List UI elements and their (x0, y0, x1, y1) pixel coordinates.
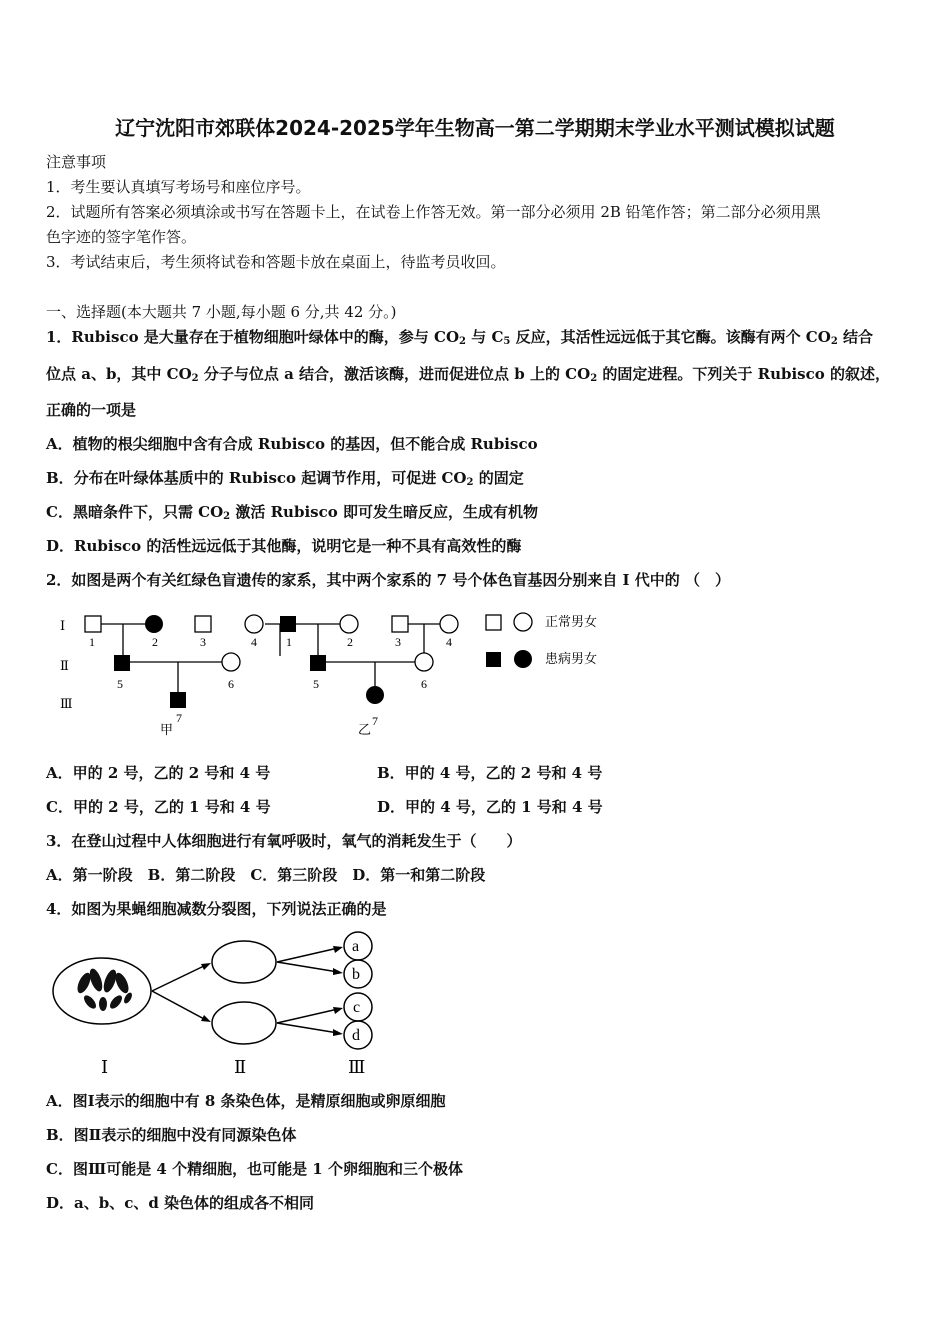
pedigree-number: 4 (251, 635, 257, 649)
yi-6-normal-female (415, 653, 433, 671)
cell-label: b (352, 966, 360, 983)
stage-label: Ⅲ (348, 1057, 366, 1077)
yi-4-normal-female (440, 615, 458, 633)
jia-2-affected-female (145, 615, 163, 633)
family-label-yi: 乙 (358, 722, 372, 737)
cell-label: d (352, 1027, 360, 1044)
yi-2-normal-female (340, 615, 358, 633)
q1-option-a: A．植物的根尖细胞中含有合成 Rubisco 的基因，但不能合成 Rubisco (46, 435, 538, 453)
page-title: 辽宁沈阳市郊联体2024-2025学年生物高一第二学期期末学业水平测试模拟试题 (115, 116, 835, 140)
q1-stem-line2: 位点 a、b，其中 $CO_2$ 分子与位点 a 结合，激活该酶，进而促进位点 b 上的 $CO_2$ 的固定进程。下列关于 Rubisco 的叙述， (46, 365, 890, 384)
q4-option-a: A．图Ⅰ表示的细胞中有 8 条染色体，是精原细胞或卵原细胞 (46, 1092, 446, 1110)
pedigree-number: 1 (286, 635, 292, 649)
yi-1-affected-male (280, 616, 296, 632)
jia-6-normal-female (222, 653, 240, 671)
q2-option-c: C．甲的 2 号，乙的 1 号和 4 号 (46, 798, 271, 816)
yi-7-affected-female (366, 686, 384, 704)
notice-item: 3．考试结束后，考生须将试卷和答题卡放在桌面上，待监考员收回。 (46, 253, 506, 271)
generation-label: Ⅰ (60, 618, 66, 633)
jia-5-affected-male (114, 655, 130, 671)
cell-stage-2-upper (212, 941, 276, 983)
pedigree-number: 6 (421, 677, 427, 691)
jia-7-affected-male (170, 692, 186, 708)
q1-stem-line1: 1．Rubisco 是大量存在于植物细胞叶绿体中的酶，参与 $CO_2$ 与 $C_5$ 反应，其活性远远低于其它酶。该酶有两个 $CO_2$ 结合 (46, 328, 874, 347)
q4-option-c: C．图Ⅲ可能是 4 个精细胞，也可能是 1 个卵细胞和三个极体 (46, 1160, 463, 1178)
pedigree-number: 3 (395, 635, 401, 649)
pedigree-number: 6 (228, 677, 234, 691)
legend-affected-male-icon (486, 652, 501, 667)
section-heading: 一、选择题(本大题共 7 小题,每小题 6 分,共 42 分。) (46, 303, 397, 321)
q4-option-b: B．图Ⅱ表示的细胞中没有同源染色体 (46, 1126, 297, 1144)
jia-3-normal-male (195, 616, 211, 632)
pedigree-number: 5 (117, 677, 123, 691)
q4-option-d: D．a、b、c、d 染色体的组成各不相同 (46, 1194, 315, 1212)
jia-1-normal-male (85, 616, 101, 632)
pedigree-number: 2 (347, 635, 353, 649)
chromosomes (75, 967, 134, 1011)
pedigree-figure (50, 600, 630, 750)
q1-option-d: D．Rubisco 的活性远远低于其他酶，说明它是一种不具有高效性的酶 (46, 537, 522, 555)
stage-label: Ⅰ (101, 1057, 109, 1077)
q2-option-b: B．甲的 4 号，乙的 2 号和 4 号 (377, 764, 603, 782)
legend-affected-female-icon (514, 650, 532, 668)
notice-item: 色字迹的签字笔作答。 (46, 228, 197, 246)
notice-item: 1．考生要认真填写考场号和座位序号。 (46, 178, 311, 196)
notice-heading: 注意事项 (46, 153, 107, 171)
meiosis-figure (46, 928, 396, 1078)
pedigree-number: 7 (176, 711, 182, 725)
q2-option-a: A．甲的 2 号，乙的 2 号和 4 号 (46, 764, 271, 782)
legend-normal-male-icon (486, 615, 501, 630)
pedigree-number: 5 (313, 677, 319, 691)
yi-5-affected-male (310, 655, 326, 671)
generation-label: Ⅱ (60, 658, 69, 673)
cell-label: a (352, 938, 360, 955)
legend-normal-label: 正常男女 (545, 614, 598, 629)
legend-normal-female-icon (514, 613, 532, 631)
generation-label: Ⅲ (60, 696, 73, 711)
pedigree-number: 4 (446, 635, 452, 649)
jia-4-normal-female (245, 615, 263, 633)
family-label-jia: 甲 (160, 722, 174, 737)
cell-stage-2-lower (212, 1002, 276, 1044)
q3-stem: 3．在登山过程中人体细胞进行有氧呼吸时，氧气的消耗发生于（ ） (46, 832, 522, 850)
q3-options: A．第一阶段 B．第二阶段 C．第三阶段 D．第一和第二阶段 (46, 866, 486, 884)
notice-item: 2．试题所有答案必须填涂或书写在答题卡上，在试卷上作答无效。第一部分必须用 2B 铅笔作答；第二部分必须用黑 (46, 203, 821, 221)
cell-stage-1 (53, 958, 151, 1024)
q2-option-d: D．甲的 4 号，乙的 1 号和 4 号 (377, 798, 603, 816)
q2-stem: 2．如图是两个有关红绿色盲遗传的家系，其中两个家系的 7 号个体色盲基因分别来自 I 代中的 （ ） (46, 571, 731, 589)
pedigree-number: 7 (372, 714, 378, 728)
q4-stem: 4．如图为果蝇细胞减数分裂图，下列说法正确的是 (46, 900, 387, 918)
yi-3-normal-male (392, 616, 408, 632)
q1-option-c: C．黑暗条件下，只需 $CO_2$ 激活 Rubisco 即可发生暗反应，生成有机物 (46, 503, 538, 522)
pedigree-number: 3 (200, 635, 206, 649)
cell-label: c (353, 999, 361, 1016)
pedigree-number: 2 (152, 635, 158, 649)
q1-stem-line3: 正确的一项是 (46, 401, 137, 419)
q1-option-b: B．分布在叶绿体基质中的 Rubisco 起调节作用，可促进 $CO_2$ 的固定 (46, 469, 524, 488)
pedigree-number: 1 (89, 635, 95, 649)
legend-affected-label: 患病男女 (545, 651, 598, 666)
stage-label: Ⅱ (234, 1057, 247, 1077)
